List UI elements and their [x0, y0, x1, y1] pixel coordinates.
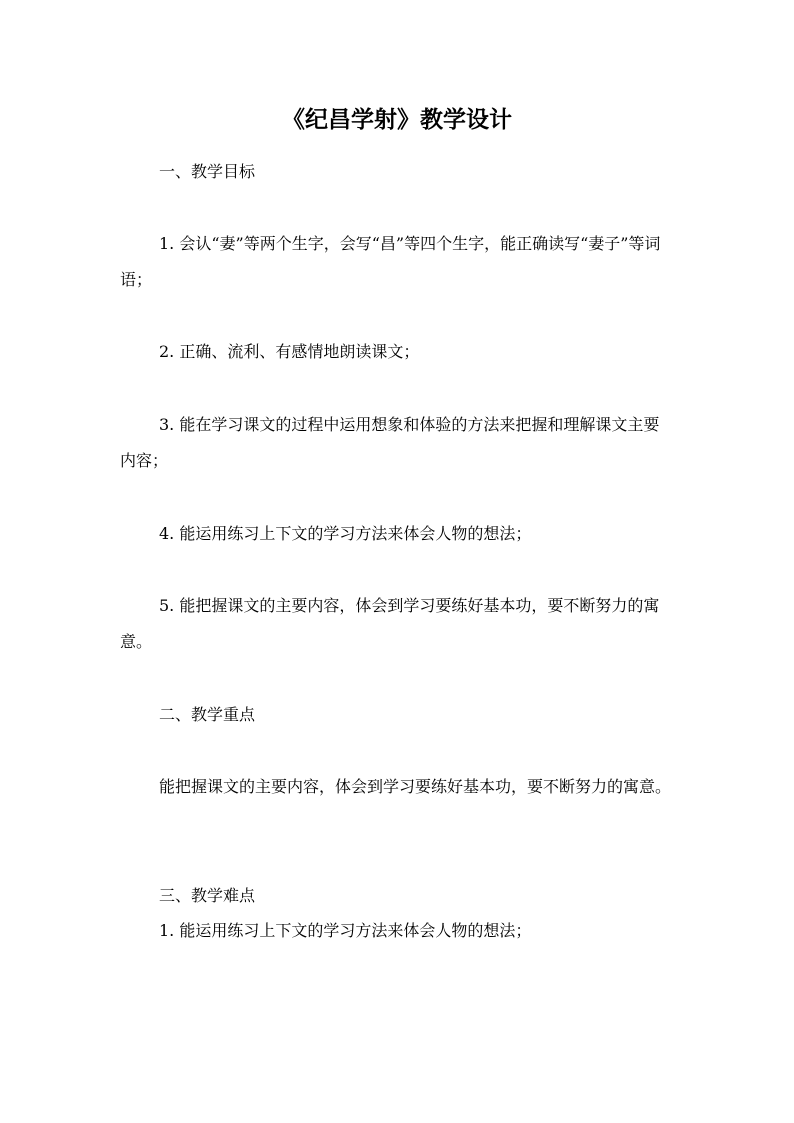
section-heading-difficulties: 三、教学难点	[159, 886, 256, 905]
goal-item-5: 5. 能把握课文的主要内容，体会到学习要练好基本功，要不断努力的寓意。	[120, 596, 660, 651]
goal-item-4: 4. 能运用练习上下文的学习方法来体会人物的想法；	[159, 524, 532, 543]
section-heading-goals: 一、教学目标	[159, 162, 256, 181]
key-points-text: 能把握课文的主要内容，体会到学习要练好基本功，要不断努力的寓意。	[159, 777, 672, 796]
goal-item-3: 3. 能在学习课文的过程中运用想象和体验的方法来把握和理解课文主要内容；	[120, 415, 660, 470]
goal-item-1: 1. 会认“妻”等两个生字，会写“昌”等四个生字，能正确读写“妻子”等词语；	[120, 234, 661, 289]
section-heading-key-points: 二、教学重点	[159, 705, 256, 724]
document-title: 《纪昌学射》教学设计	[282, 107, 512, 133]
goal-item-2: 2. 正确、流利、有感情地朗读课文；	[159, 342, 420, 361]
difficulty-item-1: 1. 能运用练习上下文的学习方法来体会人物的想法；	[159, 921, 532, 940]
